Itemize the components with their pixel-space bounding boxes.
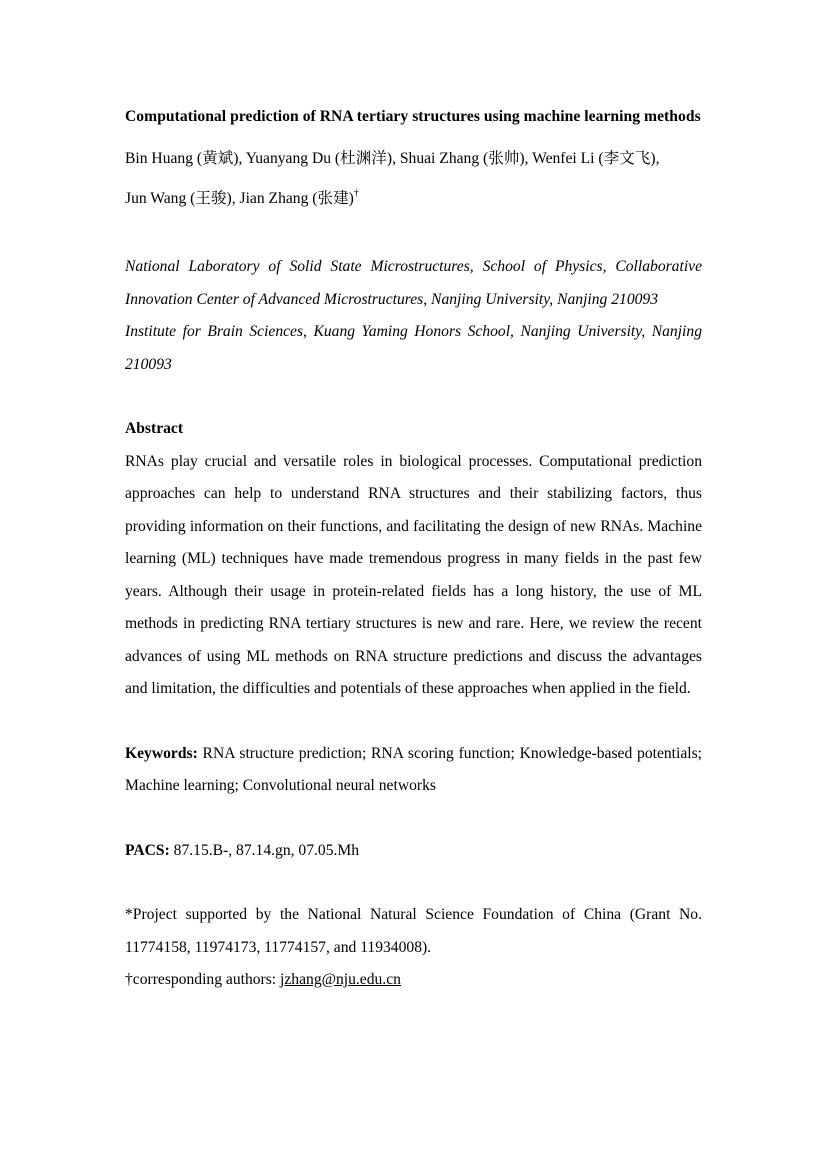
keywords-text: RNA structure prediction; RNA scoring function; Knowledge-based potentials; Machine learning; Convolutional neural networks: [125, 744, 702, 794]
pacs: [125, 835, 702, 868]
keywords-label: Keywords:: [125, 744, 198, 762]
author-line-1: Bin Huang (黄斌), Yuanyang Du (杜渊洋), Shuai Zhang (张帅), Wenfei Li (李文飞),: [125, 150, 660, 167]
abstract-heading: Abstract: [125, 420, 184, 437]
funding-note: *Project supported by the National Natural Science Foundation of China (Grant No. 11774158, 11974173, 11774157, and 11934008).: [125, 906, 702, 956]
affiliation-2: Institute for Brain Sciences, Kuang Yaming Honors School, Nanjing University, Nanjing 210093: [125, 323, 702, 373]
corresponding-email-link[interactable]: jzhang@nju.edu.cn: [280, 971, 401, 988]
affiliations: [125, 251, 702, 381]
corresponding-mark: †: [353, 188, 359, 199]
paper-title: Computational prediction of RNA tertiary structures using machine learning methods: [125, 108, 701, 125]
pacs-label: PACS:: [125, 841, 170, 859]
keywords: [125, 738, 702, 803]
pacs-text: 87.15.B-, 87.14.gn, 07.05.Mh: [169, 841, 360, 859]
corresponding-note: [125, 964, 702, 997]
author-line-2: Jun Wang (王骏), Jian Zhang (张建): [125, 190, 354, 207]
abstract-text: RNAs play crucial and versatile roles in biological processes. Computational prediction approaches can help to understand RNA structures and their stabilizing factors, thus providing information on their functions, and facilitating the design of new RNAs. Machine learning (ML) techniques have made tremendous progress in many fields in the past few years. Although their usage in protein-related fields has a long history, the use of ML methods in predicting RNA tertiary structures is new and rare. Here, we review the recent advances of using ML methods on RNA structure predictions and discuss the advantages and limitation, the difficulties and potentials of these approaches when applied in the field.: [125, 452, 702, 697]
author-list: [125, 139, 702, 219]
affiliation-1: National Laboratory of Solid State Microstructures, School of Physics, Collaborative Innovation Center of Advanced Microstructures, Nanjing University, Nanjing 210093: [125, 258, 702, 308]
paper-page: [125, 100, 702, 997]
corresponding-prefix: †corresponding authors:: [125, 971, 281, 988]
